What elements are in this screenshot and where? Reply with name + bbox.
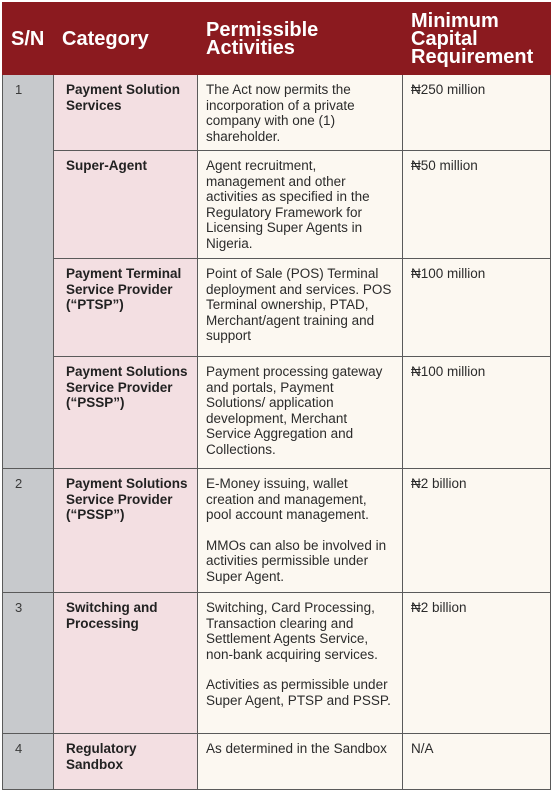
activities-cell	[198, 151, 403, 259]
activities-text: Payment processing gateway and portals, Payment Solutions/ application development, Merchant Service Aggregation and Collections.	[206, 364, 383, 457]
table-row	[3, 259, 551, 357]
category-cell: Payment Solution Services	[54, 75, 198, 151]
category-cell: Payment Solutions Service Provider (“PSSP”)	[54, 357, 198, 469]
capital-cell: ₦100 million	[403, 357, 551, 469]
sn-cell: 4	[3, 734, 54, 790]
activities-text: Agent recruitment, management and other activities as specified in the Regulatory Framework for Licensing Super Agents in Nigeria.	[206, 158, 370, 251]
activities-text: MMOs can also be involved in activities permissible under Super Agent.	[206, 537, 387, 584]
category-cell: Super-Agent	[54, 151, 198, 259]
activities-cell	[198, 75, 403, 151]
capital-cell: N/A	[403, 734, 551, 790]
licensing-table	[2, 2, 551, 790]
capital-cell: ₦2 billion	[403, 469, 551, 593]
activities-cell	[198, 259, 403, 357]
activities-text: Point of Sale (POS) Terminal deployment and services. POS Terminal ownership, PTAD, Merchant/agent training and support	[206, 266, 392, 343]
activities-text: Activities as permissible under Super Agent, PTSP and PSSP.	[206, 677, 391, 708]
table-row	[3, 75, 551, 151]
table-row	[3, 151, 551, 259]
sn-cell: 3	[3, 593, 54, 734]
category-cell: Payment Terminal Service Provider (“PTSP”)	[54, 259, 198, 357]
activities-cell	[198, 469, 403, 593]
header-sn: S/N	[3, 3, 54, 75]
header-row	[3, 3, 551, 75]
category-cell: Payment Solutions Service Provider (“PSSP”)	[54, 469, 198, 593]
activities-cell	[198, 357, 403, 469]
capital-cell: ₦50 million	[403, 151, 551, 259]
activities-text: E-Money issuing, wallet creation and management, pool account management.	[206, 476, 369, 522]
category-cell: Regulatory Sandbox	[54, 734, 198, 790]
table-row	[3, 357, 551, 469]
capital-cell: ₦250 million	[403, 75, 551, 151]
activities-text: As determined in the Sandbox	[206, 741, 387, 756]
activities-text: Switching, Card Processing, Transaction clearing and Settlement Agents Service, non-bank acquiring services.	[206, 600, 378, 662]
sn-cell: 2	[3, 469, 54, 593]
activities-cell	[198, 734, 403, 790]
category-cell: Switching and Processing	[54, 593, 198, 734]
sn-cell: 1	[3, 75, 54, 469]
header-activities: Permissible Activities	[198, 3, 403, 75]
table-row	[3, 734, 551, 790]
header-category: Category	[54, 3, 198, 75]
capital-cell: ₦2 billion	[403, 593, 551, 734]
table-row	[3, 593, 551, 734]
activities-text: The Act now permits the incorporation of a private company with one (1) shareholder.	[206, 82, 355, 144]
capital-cell: ₦100 million	[403, 259, 551, 357]
activities-cell	[198, 593, 403, 734]
table-row	[3, 469, 551, 593]
header-capital: Minimum Capital Requirement	[403, 3, 551, 75]
